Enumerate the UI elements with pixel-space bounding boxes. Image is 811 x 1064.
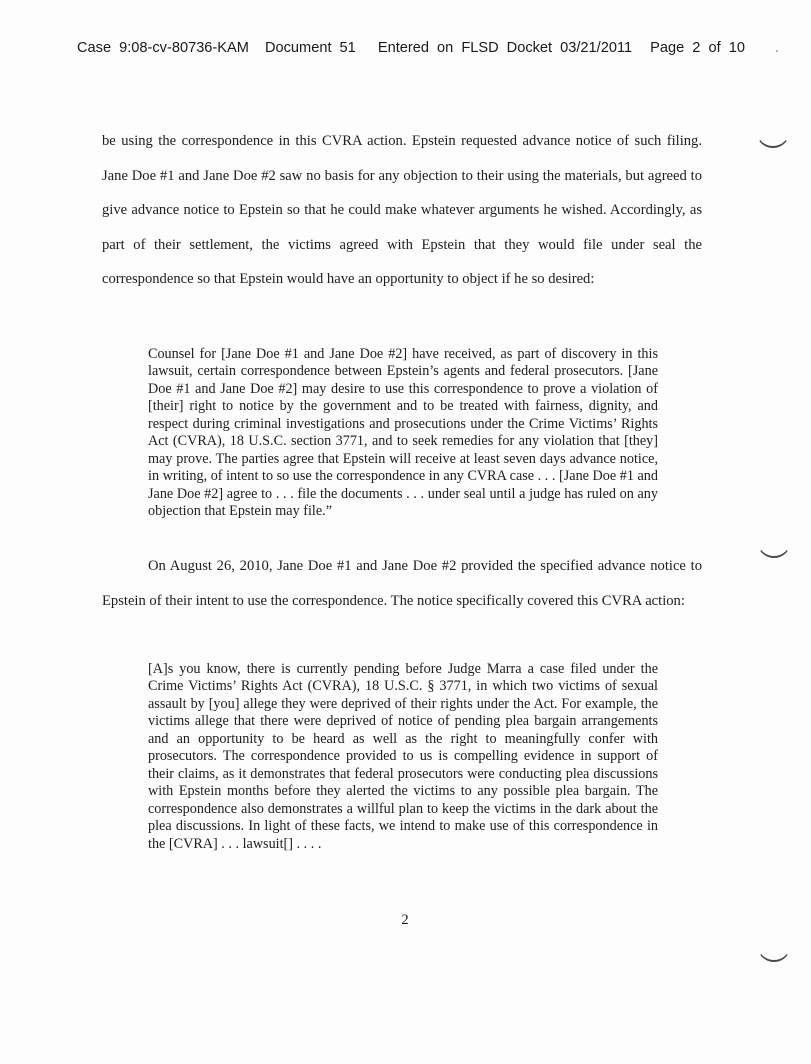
page-number: 2: [401, 912, 409, 928]
document-number: Document 51: [264, 40, 356, 56]
body-paragraph: be using the correspondence in this CVRA action. Epstein requested advance notice of such filing. Jane Doe #1 and Jane Doe #2 saw no basis for any objection to their using the materials, but agreed to give advance notice to Epstein so that he could make whatever arguments he wished. Accordingly, as part of their settlement, the victims agreed with Epstein that they would file under seal the correspondence so that Epstein would have an opportunity to object if he so desired:: [102, 133, 702, 287]
punch-hole-mark: [757, 928, 791, 962]
block-quote: Counsel for [Jane Doe #1 and Jane Doe #2] have received, as part of discovery in this lawsuit, certain correspondence between Epstein’s agents and federal prosecutors. [Jane Doe #1 and Jane Doe #2] may desire to use this correspondence to prove a violation of [their] right to notice by the government and to be treated with fairness, dignity, and respect during criminal investigations and prosecutions under the Crime Victims’ Rights Act (CVRA), 18 U.S.C. section 3771, and to seek remedies for any violation that [they] may prove. The parties agree that Epstein will receive at least seven days advance notice, in writing, of intent to so use the correspondence in any CVRA case . . . [Jane Doe #1 and Jane Doe #2] agree to . . . file the documents . . . under seal until a judge has ruled on any objection that Epstein may file.”: [148, 346, 658, 520]
docket-entry: Entered on FLSD Docket 03/21/2011: [377, 40, 633, 56]
docket-header: [77, 40, 777, 56]
punch-hole-mark: [757, 524, 791, 558]
body-paragraph: On August 26, 2010, Jane Doe #1 and Jane Doe #2 provided the specified advance notice to Epstein of their intent to use the correspondence. The notice specifically covered this CVRA action:: [102, 558, 702, 609]
block-quote: [A]s you know, there is currently pending before Judge Marra a case filed under the Crime Victims’ Rights Act (CVRA), 18 U.S.C. § 3771, in which two victims of sexual assault by [you] allege they were deprived of their rights under the Act. For example, the victims allege that there were deprived of notice of pending plea bargain arrangements and an opportunity to be heard as well as the right to meaningfully confer with prosecutors. The correspondence provided to us is compelling evidence in support of their claims, as it demonstrates that federal prosecutors were conducting plea discussions with Epstein months before they alerted the victims to any possible plea bargain. The correspondence also demonstrates a willful plan to keep the victims in the dark about the plea discussions. In light of these facts, we intend to make use of this correspondence in the [CVRA] . . . lawsuit[] . . . .: [148, 661, 658, 852]
punch-hole-mark: [756, 114, 790, 148]
case-number: Case 9:08-cv-80736-KAM: [77, 40, 249, 56]
page-count: Page 2 of 10: [650, 40, 745, 56]
scan-speck: [776, 50, 778, 52]
